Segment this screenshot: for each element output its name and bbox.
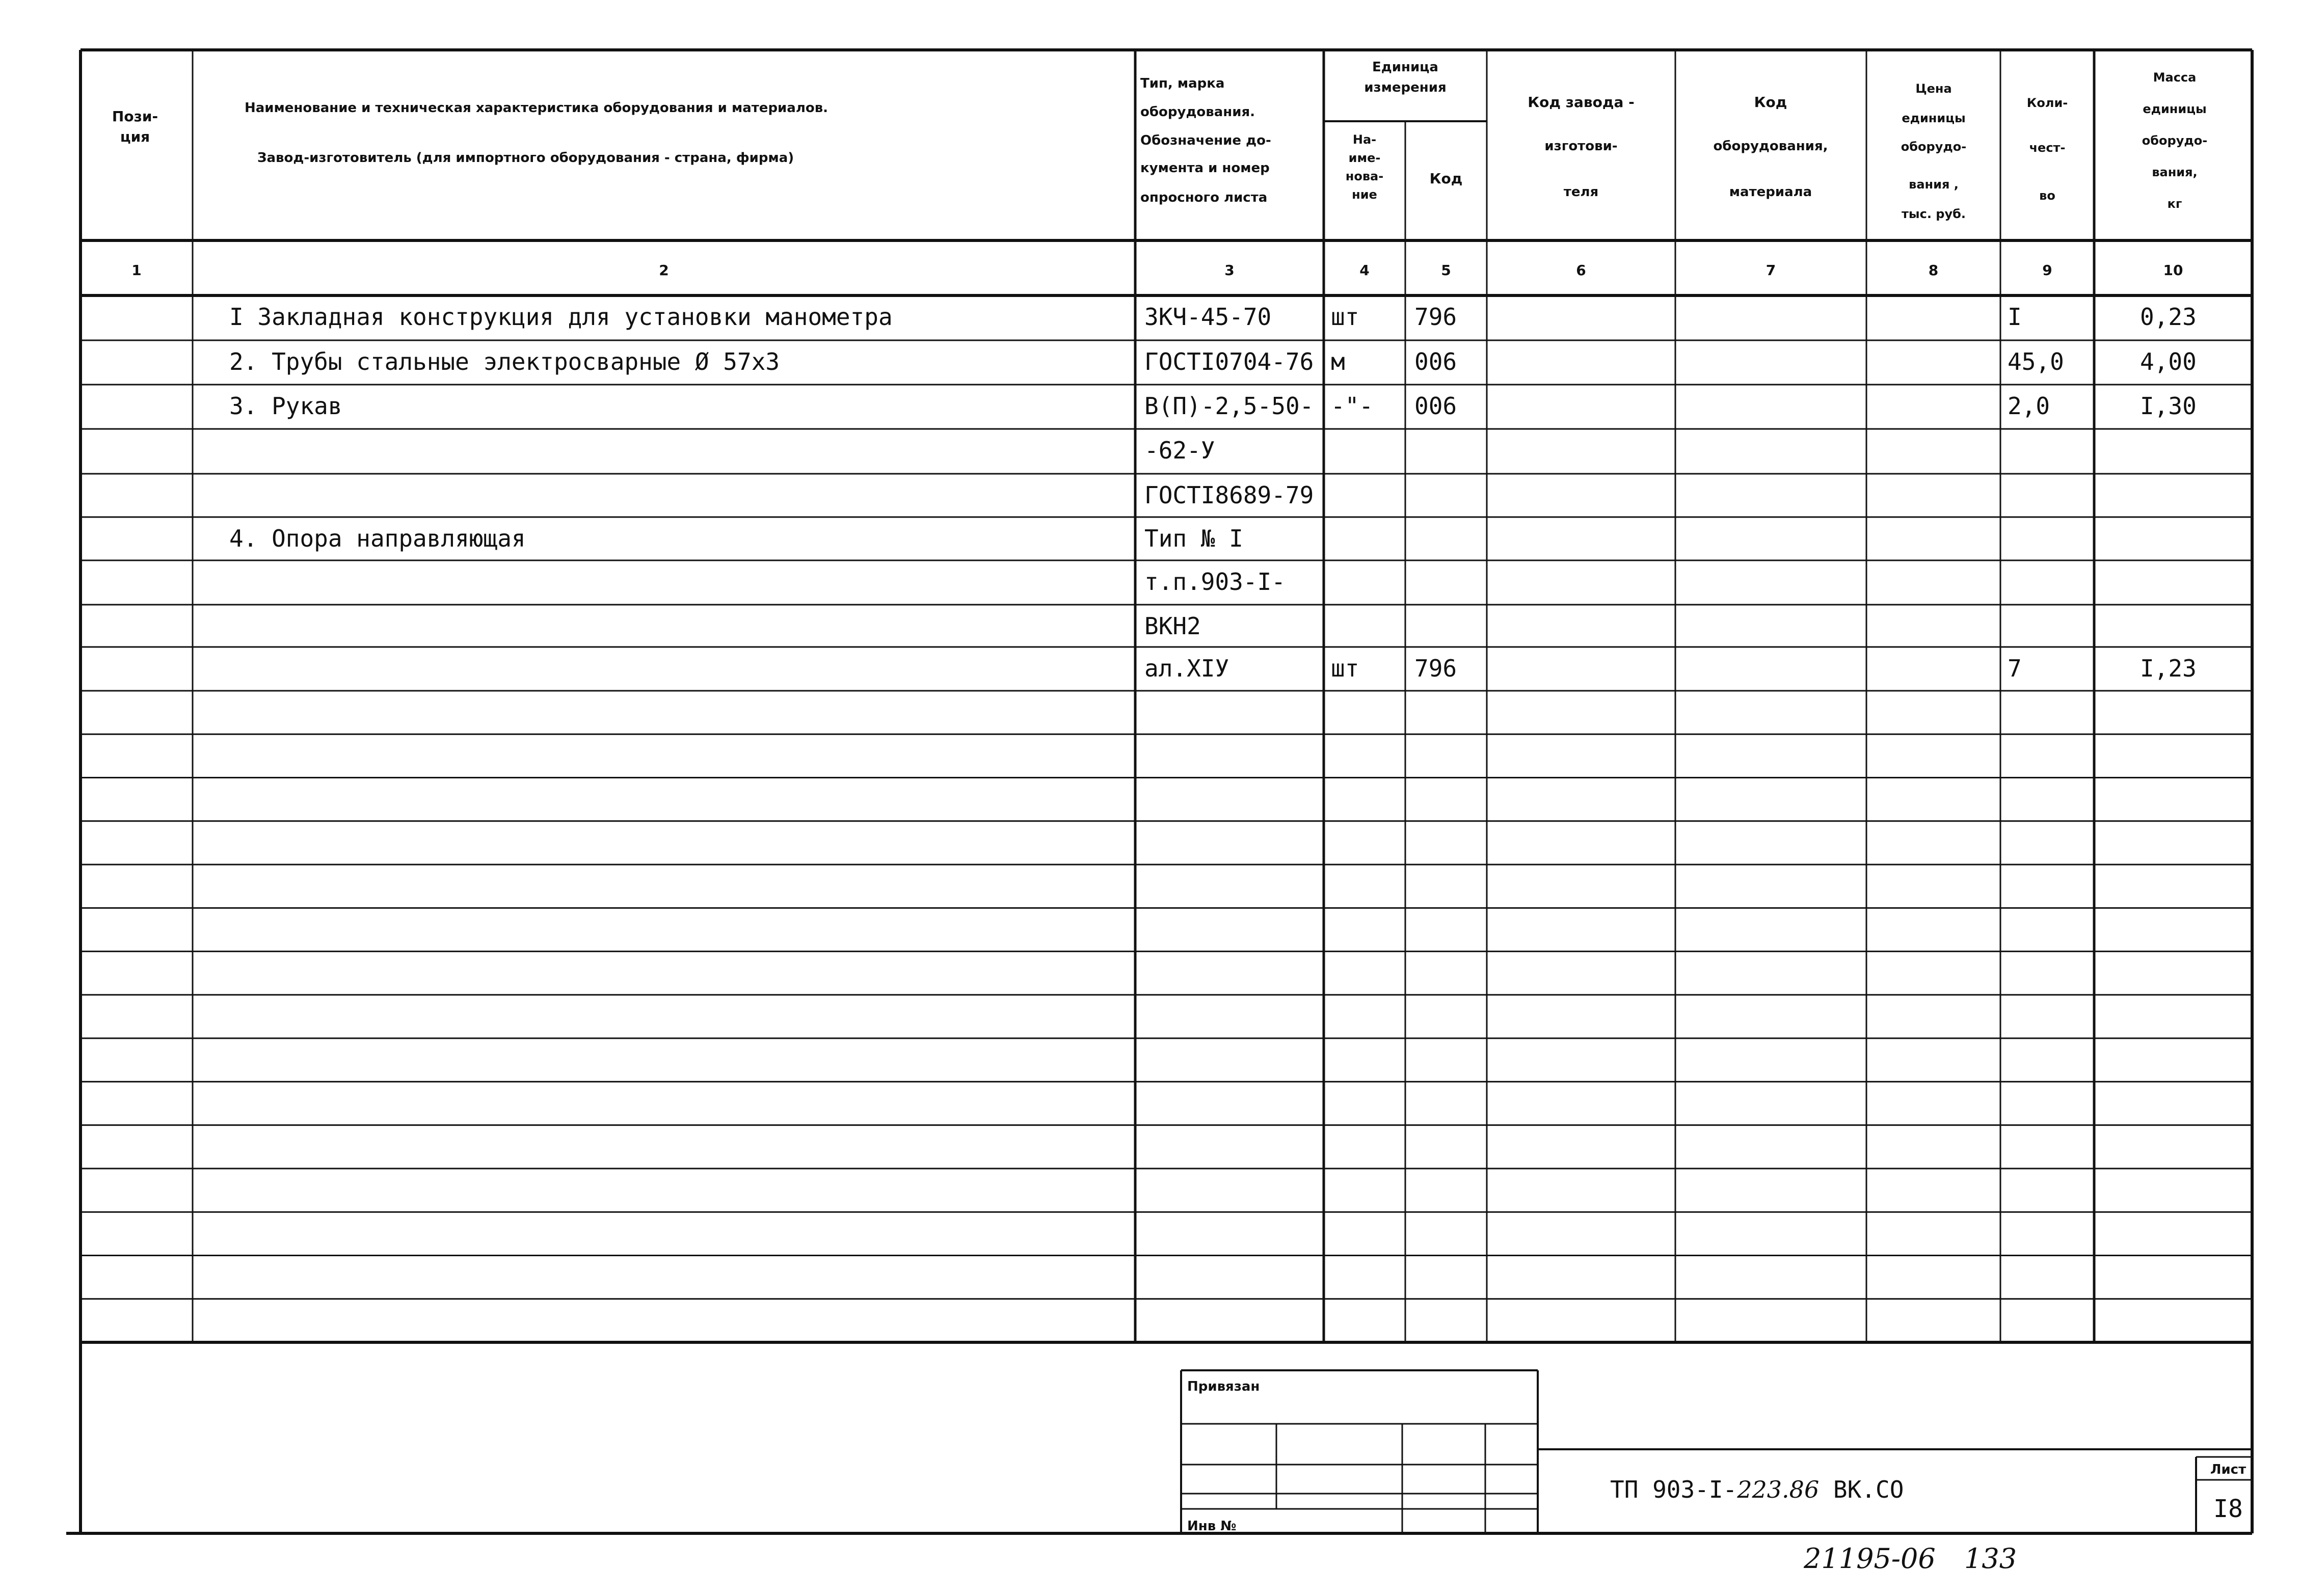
row-mass: I,30 [2140, 392, 2197, 420]
header-equipment-code [1713, 94, 1828, 200]
header-mass-line3: оборудо- [2142, 133, 2208, 148]
row-name: I Закладная конструкция для установки манометра [229, 303, 893, 331]
row-quantity: 2,0 [2008, 392, 2050, 420]
column-number-8: 8 [1928, 262, 1939, 279]
row-type: Тип № I [1144, 525, 1243, 552]
header-position [112, 108, 158, 145]
table-row [1144, 481, 1314, 509]
column-number-2: 2 [659, 262, 669, 279]
header-mass-line2: единицы [2143, 102, 2207, 116]
header-type-line2: оборудования. [1140, 104, 1255, 120]
row-code: 006 [1414, 348, 1457, 375]
column-number-5: 5 [1441, 262, 1451, 279]
header-unit-name-line1: На- [1352, 132, 1377, 147]
table-row [229, 392, 2197, 420]
header-quantity [2027, 96, 2068, 203]
stamp-inv-label: Инв № [1187, 1519, 1237, 1534]
row-code: 796 [1414, 655, 1457, 682]
row-code: 796 [1414, 303, 1457, 331]
table-row [1144, 437, 1215, 464]
header-qty-line2: чест- [2029, 141, 2066, 155]
sheet-number: I8 [2213, 1495, 2243, 1523]
document-code-prefix: ТП 903-I- [1610, 1476, 1737, 1503]
header-name [245, 100, 828, 166]
row-mass: 4,00 [2140, 348, 2197, 375]
header-plant-code [1528, 94, 1634, 200]
row-type: -62-У [1144, 437, 1215, 464]
row-unit: м [1331, 348, 1345, 375]
header-unit-name-line3: нова- [1345, 169, 1384, 183]
row-unit: -"- [1331, 392, 1374, 420]
header-type-line4: кумента и номер [1140, 160, 1270, 176]
document-code-suffix: ВК.СО [1819, 1476, 1904, 1503]
header-position-line2: ция [120, 128, 150, 145]
header-unit-line1: Единица [1372, 60, 1438, 75]
row-mass: I,23 [2140, 655, 2197, 682]
header-qty-line3: во [2039, 188, 2055, 203]
header-unit-name [1346, 132, 1383, 202]
header-type [1140, 76, 1271, 205]
header-price-line4: вания , [1909, 177, 1959, 192]
footer-handwritten-page: 133 [1964, 1543, 2017, 1575]
header-position-line1: Пози- [112, 108, 158, 125]
header-plant-line2: изготови- [1544, 139, 1618, 154]
table-row [229, 525, 1243, 552]
document-code [1610, 1476, 1904, 1503]
column-number-3: 3 [1224, 262, 1235, 279]
header-price-line5: тыс. руб. [1901, 207, 1966, 221]
header-type-line1: Тип, марка [1140, 76, 1225, 91]
header-name-line2: Завод-изготовитель (для импортного оборудования - страна, фирма) [257, 150, 794, 166]
header-mass-line5: кг [2167, 197, 2182, 211]
document-code-handwritten: 223.86 [1737, 1476, 1820, 1503]
header-unit-name-line4: ние [1352, 187, 1377, 202]
column-number-1: 1 [131, 262, 142, 279]
header-mass [2142, 70, 2207, 211]
column-number-7: 7 [1766, 262, 1776, 279]
row-type: ЗКЧ-45-70 [1144, 303, 1272, 331]
header-name-line1: Наименование и техническая характеристика оборудования и материалов. [245, 100, 828, 116]
row-quantity: 45,0 [2008, 348, 2064, 375]
row-unit: шт [1331, 655, 1359, 682]
header-type-line3: Обозначение до- [1140, 133, 1271, 148]
header-equip-line3: материала [1729, 184, 1812, 200]
row-type: т.п.903-I- [1144, 568, 1286, 596]
column-number-10: 10 [2163, 262, 2183, 279]
header-plant-line3: теля [1563, 184, 1599, 200]
header-price-line2: единицы [1902, 111, 1966, 125]
header-price-line3: оборудо- [1901, 140, 1967, 154]
row-code: 006 [1414, 392, 1457, 420]
header-qty-line1: Коли- [2026, 96, 2068, 110]
table-row [229, 348, 2197, 375]
row-type: ал.XIУ [1144, 655, 1229, 682]
header-mass-line1: Масса [2153, 70, 2197, 85]
header-unit-group [1364, 60, 1446, 95]
row-quantity: I [2008, 303, 2022, 331]
footer-handwritten-number: 21195-06 [1804, 1543, 1936, 1575]
row-type: ВКН2 [1144, 612, 1201, 640]
table-row [1144, 655, 2197, 682]
header-unit-line2: измерения [1364, 80, 1447, 95]
row-type: В(П)-2,5-50- [1144, 392, 1314, 420]
header-type-line5: опросного листа [1140, 190, 1268, 205]
row-name: 3. Рукав [229, 392, 342, 420]
table-row [1144, 568, 1286, 596]
spec-table-body [229, 303, 2197, 682]
header-mass-line4: вания, [2152, 165, 2198, 179]
row-name: 2. Трубы стальные электросварные Ø 57х3 [229, 348, 780, 375]
row-type: ГОСТI0704-76 [1144, 348, 1314, 375]
column-number-row [131, 262, 2183, 279]
header-equip-line2: оборудования, [1713, 139, 1828, 154]
row-name: 4. Опора направляющая [229, 525, 526, 552]
row-type: ГОСТI8689-79 [1144, 481, 1314, 509]
row-unit: шт [1331, 303, 1359, 331]
table-row [1144, 612, 1201, 640]
column-number-9: 9 [2042, 262, 2052, 279]
header-unit-code: Код [1429, 170, 1463, 187]
header-equip-line1: Код [1754, 94, 1787, 111]
row-mass: 0,23 [2140, 303, 2197, 331]
header-unit-name-line2: име- [1348, 151, 1381, 165]
stamp-attached-label: Привязан [1187, 1379, 1260, 1394]
column-number-6: 6 [1576, 262, 1586, 279]
column-number-4: 4 [1359, 262, 1370, 279]
sheet-label: Лист [2210, 1462, 2246, 1477]
header-price [1901, 82, 1966, 221]
header-price-line1: Цена [1915, 82, 1952, 96]
header-plant-line1: Код завода - [1528, 94, 1635, 111]
row-quantity: 7 [2008, 655, 2022, 682]
table-row [229, 303, 2197, 331]
